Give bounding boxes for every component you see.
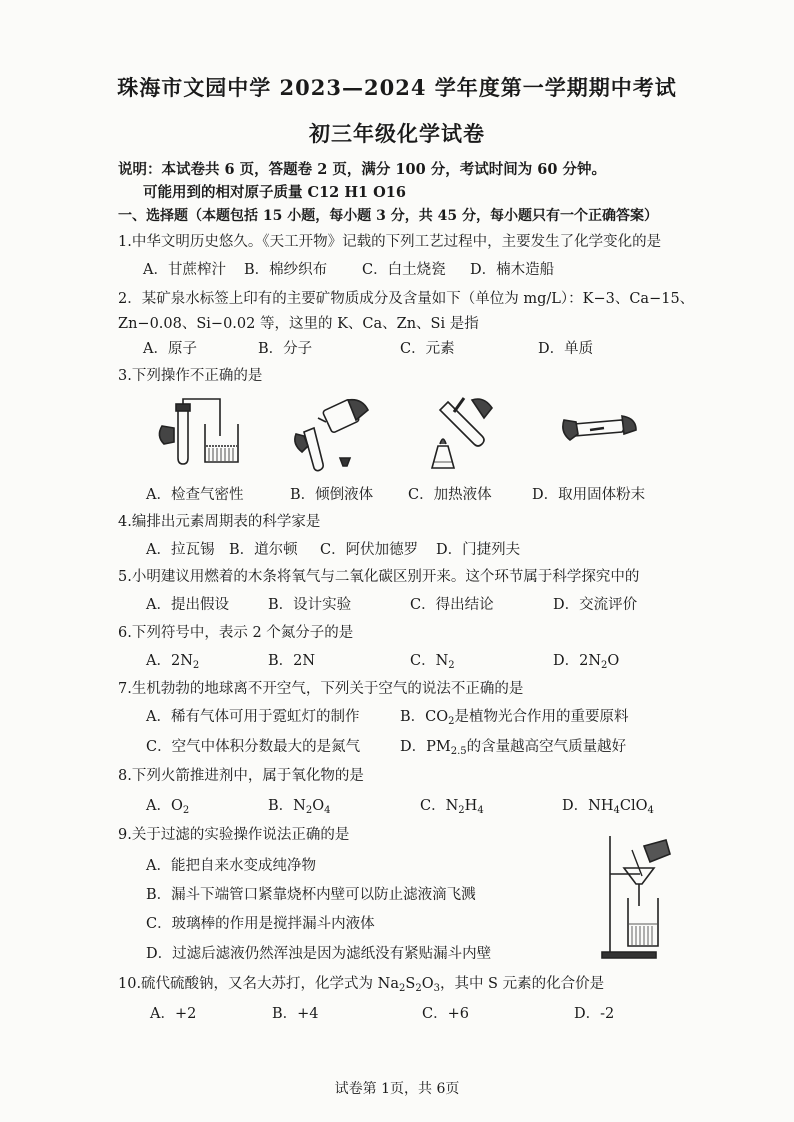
section-heading: 一、选择题（本题包括 15 小题，每小题 3 分，共 45 分，每小题只有一个正确答案）	[118, 208, 658, 224]
question-3-stem: 3.下列操作不正确的是	[118, 368, 263, 384]
q9-option-c: C．玻璃棒的作用是搅拌漏斗内液体	[146, 916, 375, 932]
q8-option-a: A．$O_2$	[146, 798, 190, 816]
question-2-stem-line1: 2．某矿泉水标签上印有的主要矿物质成分及含量如下（单位为 mg/L）：K−3、Ca−15、	[118, 291, 695, 307]
q3-option-d: D．取用固体粉末	[532, 487, 646, 503]
q5-option-d: D．交流评价	[553, 597, 638, 613]
q6-option-c: C．$N_2$	[410, 653, 455, 671]
q5-option-a: A．提出假设	[146, 597, 229, 613]
q10-option-a: A．+2	[150, 1006, 197, 1022]
q7-option-b: B．$CO_2$是植物光合作用的重要原料	[400, 709, 629, 727]
q7-option-a: A．稀有气体可用于霓虹灯的制作	[146, 709, 360, 725]
question-10-stem: 10.硫代硫酸钠，又名大苏打，化学式为 $Na_2S_2O_3$，其中 S 元素的化合价是	[118, 976, 605, 994]
q4-option-a: A．拉瓦锡	[146, 542, 215, 558]
pouring-liquid-figure	[290, 396, 380, 476]
q10-option-c: C．+6	[422, 1006, 469, 1022]
atomic-masses: 可能用到的相对原子质量 C12 H1 O16	[143, 184, 406, 201]
question-1-stem: 1.中华文明历史悠久。《天工开物》记载的下列工艺过程中，主要发生了化学变化的是	[118, 234, 662, 250]
q9-option-a: A．能把自来水变成纯净物	[146, 858, 316, 874]
q4-option-c: C．阿伏加德罗	[320, 542, 419, 558]
airtightness-check-figure	[150, 396, 250, 468]
page-footer: 试卷第 1页，共 6页	[334, 1081, 460, 1097]
q4-option-b: B．道尔顿	[229, 542, 298, 558]
q5-option-c: C．得出结论	[410, 597, 494, 613]
heating-liquid-figure	[420, 392, 510, 476]
q1-option-d: D．楠木造船	[470, 262, 555, 278]
q3-option-b: B．倾倒液体	[290, 487, 374, 503]
q7-option-d: D．$PM_{2.5}$的含量越高空气质量越好	[400, 739, 627, 757]
q1-option-a: A．甘蔗榨汁	[143, 262, 226, 278]
q4-option-d: D．门捷列夫	[436, 542, 521, 558]
q2-option-a: A．原子	[143, 341, 197, 357]
q9-option-b: B．漏斗下端管口紧靠烧杯内壁可以防止滤液滴飞溅	[146, 887, 476, 903]
question-9-stem: 9.关于过滤的实验操作说法正确的是	[118, 827, 350, 843]
question-4-stem: 4.编排出元素周期表的科学家是	[118, 514, 321, 530]
q10-option-b: B．+4	[272, 1006, 319, 1022]
q8-option-b: B．$N_2O_4$	[268, 798, 331, 816]
question-5-stem: 5.小明建议用燃着的木条将氧气与二氧化碳区别开来。这个环节属于科学探究中的	[118, 569, 640, 585]
q1-option-c: C．白土烧瓷	[362, 262, 446, 278]
q2-option-d: D．单质	[538, 341, 594, 357]
q8-option-c: C．$N_2H_4$	[420, 798, 484, 816]
instructions-note: 说明：本试卷共 6 页，答题卷 2 页，满分 100 分，考试时间为 60 分钟。	[118, 161, 607, 178]
solid-powder-figure	[560, 410, 640, 450]
q6-option-d: D．$2N_2O$	[553, 653, 620, 671]
q9-option-d: D．过滤后滤液仍然浑浊是因为滤纸没有紧贴漏斗内壁	[146, 946, 492, 962]
question-7-stem: 7.生机勃勃的地球离不开空气，下列关于空气的说法不正确的是	[118, 681, 524, 697]
q6-option-a: A．$2N_2$	[146, 653, 200, 671]
q3-option-c: C．加热液体	[408, 487, 492, 503]
exam-title: 珠海市文园中学 2023—2024 学年度第一学期期中考试	[117, 75, 677, 100]
exam-subtitle: 初三年级化学试卷	[309, 121, 485, 146]
question-6-stem: 6.下列符号中，表示 2 个氮分子的是	[118, 625, 354, 641]
q2-option-b: B．分子	[258, 341, 313, 357]
q10-option-d: D．-2	[574, 1006, 615, 1022]
q5-option-b: B．设计实验	[268, 597, 352, 613]
q6-option-b: B．2N	[268, 653, 316, 669]
filtration-apparatus-figure	[596, 832, 676, 962]
question-8-stem: 8.下列火箭推进剂中，属于氧化物的是	[118, 768, 364, 784]
q2-option-c: C．元素	[400, 341, 455, 357]
q7-option-c: C．空气中体积分数最大的是氮气	[146, 739, 361, 755]
q1-option-b: B．棉纱织布	[244, 262, 328, 278]
q8-option-d: D．$NH_4ClO_4$	[562, 798, 654, 816]
q3-option-a: A．检查气密性	[146, 487, 244, 503]
question-2-stem-line2: Zn−0.08、Si−0.02 等，这里的 K、Ca、Zn、Si 是指	[118, 316, 479, 332]
